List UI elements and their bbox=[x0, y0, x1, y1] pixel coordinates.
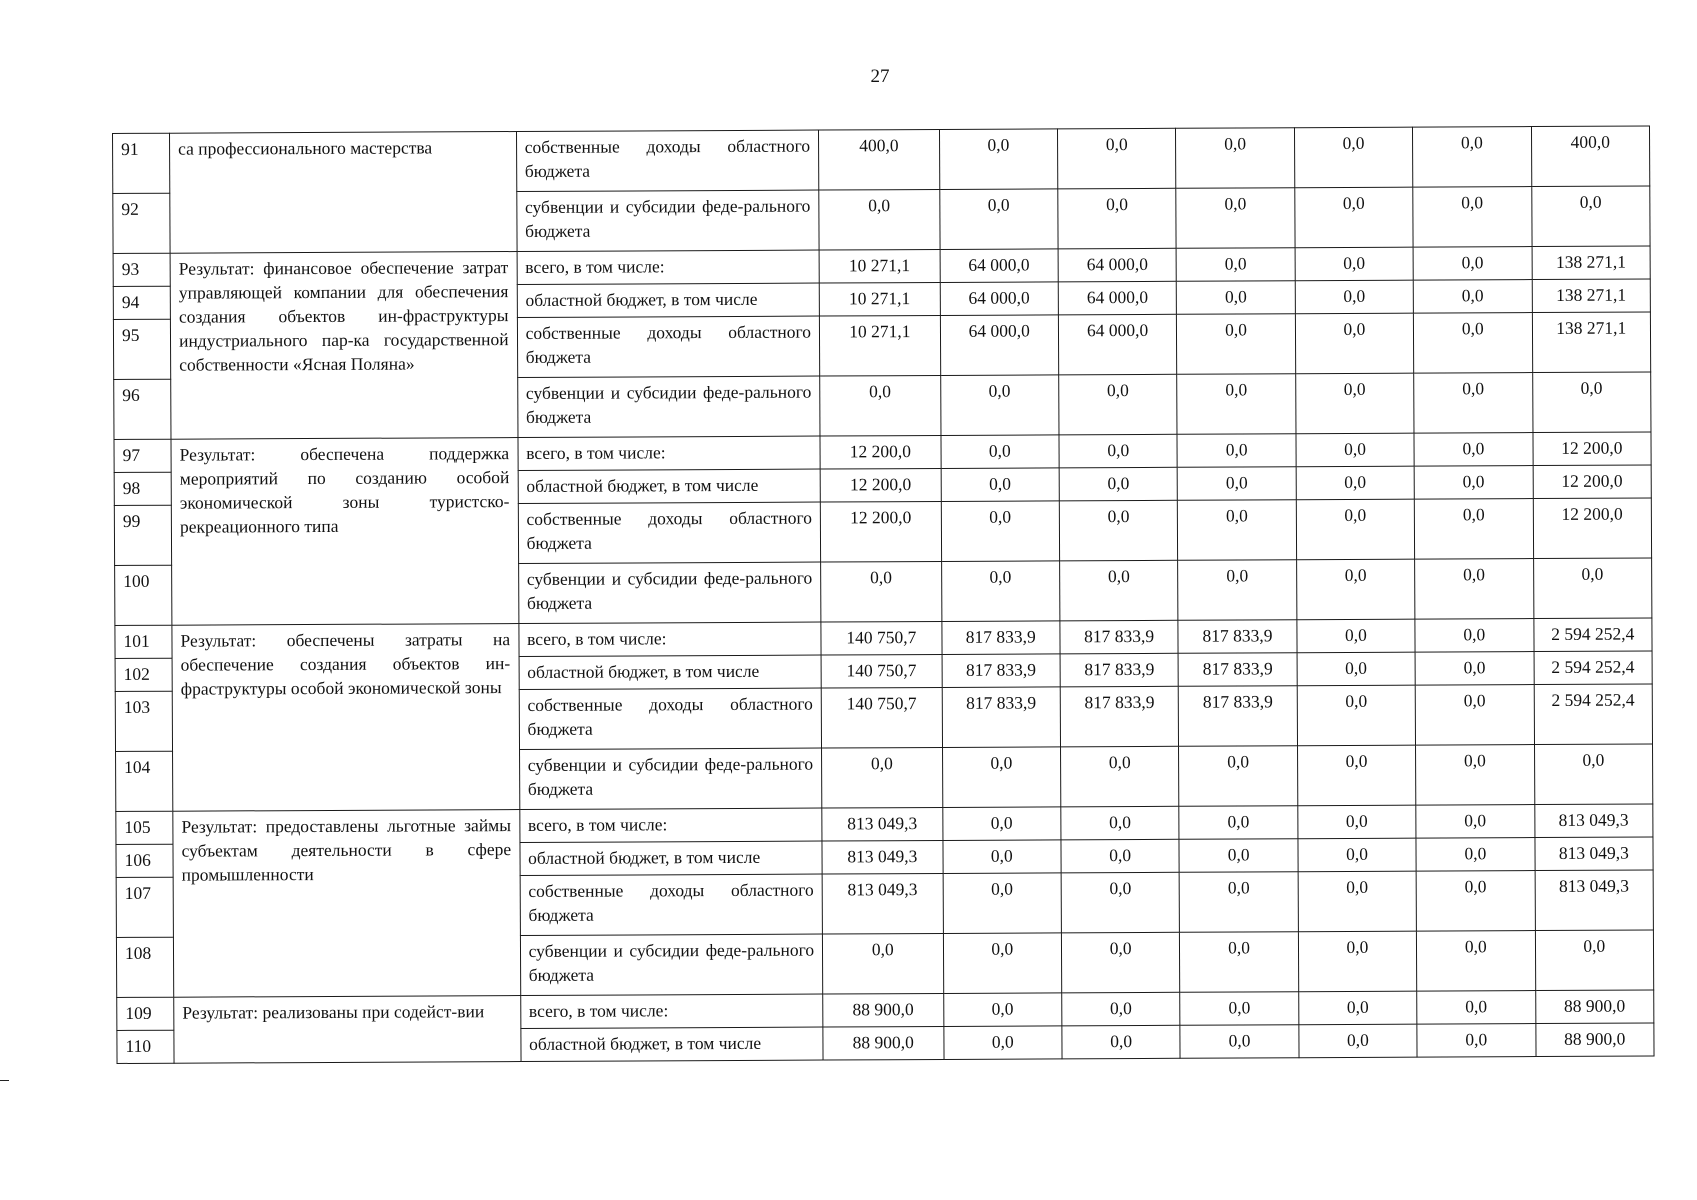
funding-source: всего, в том числе: bbox=[519, 808, 822, 842]
year-value: 0,0 bbox=[1062, 1025, 1181, 1059]
year-value: 0,0 bbox=[943, 993, 1062, 1027]
total-value: 0,0 bbox=[1531, 186, 1650, 247]
total-value: 813 049,3 bbox=[1535, 870, 1654, 931]
year-value: 0,0 bbox=[1415, 559, 1534, 620]
total-value: 138 271,1 bbox=[1532, 246, 1651, 280]
year-value: 140 750,7 bbox=[821, 687, 942, 748]
row-number: 108 bbox=[116, 937, 173, 997]
year-value: 0,0 bbox=[1297, 652, 1416, 686]
year-value: 0,0 bbox=[1294, 127, 1413, 188]
year-value: 0,0 bbox=[1416, 745, 1535, 806]
year-value: 0,0 bbox=[1415, 685, 1534, 746]
year-value: 0,0 bbox=[1414, 466, 1533, 500]
year-value: 817 833,9 bbox=[1178, 653, 1297, 687]
year-value: 0,0 bbox=[1059, 374, 1178, 435]
year-value: 12 200,0 bbox=[820, 501, 941, 562]
total-value: 0,0 bbox=[1534, 744, 1653, 805]
year-value: 0,0 bbox=[1295, 187, 1414, 248]
funding-source: собственные доходы областного бюджета bbox=[516, 130, 819, 191]
year-value: 0,0 bbox=[943, 840, 1062, 874]
funding-source: всего, в том числе: bbox=[518, 436, 821, 470]
year-value: 0,0 bbox=[943, 1026, 1062, 1060]
year-value: 64 000,0 bbox=[1058, 281, 1177, 315]
year-value: 12 200,0 bbox=[820, 435, 941, 469]
total-value: 88 900,0 bbox=[1535, 1023, 1654, 1057]
year-value: 0,0 bbox=[1413, 280, 1532, 314]
year-value: 88 900,0 bbox=[823, 993, 944, 1027]
funding-source: областной бюджет, в том числе bbox=[519, 655, 822, 689]
row-number: 94 bbox=[113, 286, 170, 319]
year-value: 0,0 bbox=[1060, 560, 1179, 621]
year-value: 0,0 bbox=[1179, 746, 1298, 807]
year-value: 0,0 bbox=[1298, 838, 1417, 872]
year-value: 10 271,1 bbox=[819, 315, 940, 376]
funding-source: областной бюджет, в том числе bbox=[517, 283, 820, 317]
year-value: 0,0 bbox=[941, 561, 1060, 622]
year-value: 0,0 bbox=[1416, 838, 1535, 872]
year-value: 0,0 bbox=[1180, 1025, 1299, 1059]
result-description: Результат: финансовое обеспечение затрат управляющей компании для обеспечения создания объектов ин-фраструктуры индустриального пар-ка государственной собственности «Ясная Поляна» bbox=[170, 252, 517, 440]
result-description: са профессионального мастерства bbox=[170, 132, 517, 254]
year-value: 0,0 bbox=[1416, 805, 1535, 839]
year-value: 0,0 bbox=[1297, 619, 1416, 653]
funding-source: собственные доходы областного бюджета bbox=[517, 316, 820, 377]
total-value: 2 594 252,4 bbox=[1534, 684, 1653, 745]
year-value: 88 900,0 bbox=[823, 1026, 944, 1060]
year-value: 64 000,0 bbox=[1058, 248, 1177, 282]
year-value: 0,0 bbox=[1179, 806, 1298, 840]
year-value: 0,0 bbox=[1180, 872, 1299, 933]
year-value: 0,0 bbox=[1295, 313, 1414, 374]
year-value: 64 000,0 bbox=[940, 315, 1059, 376]
result-description: Результат: реализованы при содейст-вии bbox=[174, 996, 521, 1064]
result-description: Результат: предоставлены льготные займы субъектам деятельности в сфере промышленности bbox=[173, 810, 520, 998]
year-value: 10 271,1 bbox=[819, 282, 940, 316]
year-value: 0,0 bbox=[1297, 745, 1416, 806]
total-value: 12 200,0 bbox=[1533, 465, 1652, 499]
row-number: 92 bbox=[113, 193, 170, 253]
row-number: 97 bbox=[114, 439, 171, 472]
year-value: 0,0 bbox=[1179, 839, 1298, 873]
funding-source: субвенции и субсидии феде-рального бюджета bbox=[520, 934, 823, 995]
year-value: 0,0 bbox=[1178, 467, 1297, 501]
year-value: 0,0 bbox=[1177, 374, 1296, 435]
total-value: 88 900,0 bbox=[1535, 990, 1654, 1024]
year-value: 0,0 bbox=[1295, 373, 1414, 434]
year-value: 0,0 bbox=[1296, 559, 1415, 620]
year-value: 813 049,3 bbox=[822, 807, 943, 841]
year-value: 64 000,0 bbox=[940, 282, 1059, 316]
year-value: 400,0 bbox=[819, 129, 940, 190]
row-number: 93 bbox=[113, 253, 170, 286]
funding-source: областной бюджет, в том числе bbox=[518, 469, 821, 503]
year-value: 0,0 bbox=[941, 435, 1060, 469]
row-number: 102 bbox=[115, 658, 172, 691]
total-value: 813 049,3 bbox=[1535, 837, 1654, 871]
year-value: 64 000,0 bbox=[1058, 314, 1177, 375]
total-value: 0,0 bbox=[1535, 930, 1654, 991]
year-value: 12 200,0 bbox=[820, 468, 941, 502]
row-number: 110 bbox=[117, 1030, 174, 1063]
total-value: 12 200,0 bbox=[1533, 432, 1652, 466]
year-value: 0,0 bbox=[943, 873, 1062, 934]
row-number: 101 bbox=[115, 625, 172, 658]
year-value: 0,0 bbox=[1414, 499, 1533, 560]
row-number: 104 bbox=[116, 751, 173, 811]
margin-mark bbox=[0, 1080, 9, 1081]
year-value: 0,0 bbox=[1061, 872, 1180, 933]
year-value: 0,0 bbox=[1059, 500, 1178, 561]
total-value: 138 271,1 bbox=[1532, 312, 1651, 373]
funding-source: субвенции и субсидии феде-рального бюджета bbox=[517, 376, 820, 437]
year-value: 0,0 bbox=[941, 501, 1060, 562]
year-value: 817 833,9 bbox=[942, 687, 1061, 748]
row-number: 107 bbox=[116, 877, 173, 937]
year-value: 0,0 bbox=[1061, 932, 1180, 993]
funding-source: собственные доходы областного бюджета bbox=[519, 688, 822, 749]
year-value: 813 049,3 bbox=[822, 840, 943, 874]
year-value: 0,0 bbox=[1059, 434, 1178, 468]
year-value: 817 833,9 bbox=[1060, 686, 1179, 747]
funding-source: субвенции и субсидии феде-рального бюджета bbox=[518, 562, 821, 623]
year-value: 0,0 bbox=[1298, 931, 1417, 992]
row-number: 109 bbox=[117, 997, 174, 1030]
result-description: Результат: обеспечены затраты на обеспечение создания объектов ин-фраструктуры особой экономической зоны bbox=[172, 624, 519, 812]
total-value: 12 200,0 bbox=[1533, 498, 1652, 559]
year-value: 0,0 bbox=[1060, 746, 1179, 807]
year-value: 0,0 bbox=[1297, 685, 1416, 746]
total-value: 0,0 bbox=[1532, 372, 1651, 433]
funding-source: областной бюджет, в том числе bbox=[520, 1027, 823, 1061]
year-value: 0,0 bbox=[820, 375, 941, 436]
funding-source: всего, в том числе: bbox=[517, 250, 820, 284]
year-value: 0,0 bbox=[1414, 373, 1533, 434]
year-value: 0,0 bbox=[1299, 1024, 1418, 1058]
year-value: 0,0 bbox=[1415, 652, 1534, 686]
budget-table bbox=[112, 125, 1655, 1064]
year-value: 0,0 bbox=[1415, 619, 1534, 653]
year-value: 817 833,9 bbox=[1060, 620, 1179, 654]
year-value: 0,0 bbox=[1178, 560, 1297, 621]
row-number: 96 bbox=[114, 379, 171, 439]
funding-source: всего, в том числе: bbox=[519, 622, 822, 656]
year-value: 0,0 bbox=[1176, 188, 1295, 249]
row-number: 91 bbox=[113, 133, 170, 193]
year-value: 817 833,9 bbox=[1060, 653, 1179, 687]
funding-source: областной бюджет, в том числе bbox=[520, 841, 823, 875]
year-value: 0,0 bbox=[942, 747, 1061, 808]
year-value: 0,0 bbox=[1061, 806, 1180, 840]
year-value: 817 833,9 bbox=[1178, 620, 1297, 654]
total-value: 400,0 bbox=[1531, 126, 1650, 187]
year-value: 0,0 bbox=[1295, 280, 1414, 314]
row-number: 95 bbox=[113, 319, 170, 379]
year-value: 0,0 bbox=[1417, 1024, 1536, 1058]
page-number: 27 bbox=[870, 66, 890, 87]
funding-source: всего, в том числе: bbox=[520, 994, 823, 1028]
year-value: 0,0 bbox=[943, 933, 1062, 994]
total-value: 2 594 252,4 bbox=[1534, 651, 1653, 685]
year-value: 0,0 bbox=[1180, 932, 1299, 993]
year-value: 0,0 bbox=[940, 375, 1059, 436]
year-value: 0,0 bbox=[1416, 871, 1535, 932]
funding-source: собственные доходы областного бюджета bbox=[518, 502, 821, 563]
year-value: 0,0 bbox=[1176, 128, 1295, 189]
year-value: 0,0 bbox=[1413, 187, 1532, 248]
year-value: 0,0 bbox=[1413, 127, 1532, 188]
funding-source: субвенции и субсидии феде-рального бюджета bbox=[519, 748, 822, 809]
year-value: 0,0 bbox=[941, 468, 1060, 502]
year-value: 0,0 bbox=[1177, 434, 1296, 468]
year-value: 0,0 bbox=[1417, 991, 1536, 1025]
year-value: 0,0 bbox=[1057, 128, 1176, 189]
funding-source: собственные доходы областного бюджета bbox=[520, 874, 823, 935]
year-value: 0,0 bbox=[1061, 839, 1180, 873]
year-value: 0,0 bbox=[1298, 991, 1417, 1025]
year-value: 0,0 bbox=[939, 129, 1058, 190]
year-value: 0,0 bbox=[1414, 433, 1533, 467]
year-value: 0,0 bbox=[1296, 466, 1415, 500]
year-value: 0,0 bbox=[1178, 500, 1297, 561]
year-value: 64 000,0 bbox=[940, 249, 1059, 283]
year-value: 10 271,1 bbox=[819, 249, 940, 283]
year-value: 0,0 bbox=[821, 561, 942, 622]
table-row bbox=[113, 126, 1650, 194]
total-value: 138 271,1 bbox=[1532, 279, 1651, 313]
funding-source: субвенции и субсидии феде-рального бюджета bbox=[516, 190, 819, 251]
year-value: 813 049,3 bbox=[822, 873, 943, 934]
row-number: 99 bbox=[114, 505, 171, 565]
year-value: 0,0 bbox=[1176, 248, 1295, 282]
year-value: 0,0 bbox=[1417, 931, 1536, 992]
row-number: 106 bbox=[116, 844, 173, 877]
year-value: 0,0 bbox=[819, 189, 940, 250]
year-value: 0,0 bbox=[1296, 499, 1415, 560]
year-value: 0,0 bbox=[1298, 805, 1417, 839]
year-value: 0,0 bbox=[1296, 433, 1415, 467]
total-value: 0,0 bbox=[1533, 558, 1652, 619]
year-value: 817 833,9 bbox=[942, 654, 1061, 688]
total-value: 2 594 252,4 bbox=[1533, 618, 1652, 652]
year-value: 0,0 bbox=[1298, 871, 1417, 932]
year-value: 817 833,9 bbox=[941, 621, 1060, 655]
year-value: 0,0 bbox=[1414, 313, 1533, 374]
year-value: 0,0 bbox=[1295, 247, 1414, 281]
year-value: 817 833,9 bbox=[1179, 686, 1298, 747]
year-value: 0,0 bbox=[1177, 314, 1296, 375]
year-value: 0,0 bbox=[1413, 247, 1532, 281]
year-value: 140 750,7 bbox=[821, 621, 942, 655]
row-number: 98 bbox=[114, 472, 171, 505]
year-value: 0,0 bbox=[939, 189, 1058, 250]
row-number: 100 bbox=[115, 565, 172, 625]
year-value: 0,0 bbox=[1180, 992, 1299, 1026]
row-number: 103 bbox=[115, 691, 172, 751]
total-value: 813 049,3 bbox=[1534, 804, 1653, 838]
year-value: 0,0 bbox=[1062, 992, 1181, 1026]
year-value: 0,0 bbox=[1058, 188, 1177, 249]
year-value: 0,0 bbox=[1177, 281, 1296, 315]
year-value: 0,0 bbox=[942, 807, 1061, 841]
year-value: 0,0 bbox=[1059, 467, 1178, 501]
year-value: 0,0 bbox=[822, 933, 943, 994]
year-value: 0,0 bbox=[822, 747, 943, 808]
result-description: Результат: обеспечена поддержка мероприятий по созданию особой экономической зоны туристско-рекреационного типа bbox=[171, 438, 518, 626]
row-number: 105 bbox=[116, 811, 173, 844]
year-value: 140 750,7 bbox=[821, 654, 942, 688]
